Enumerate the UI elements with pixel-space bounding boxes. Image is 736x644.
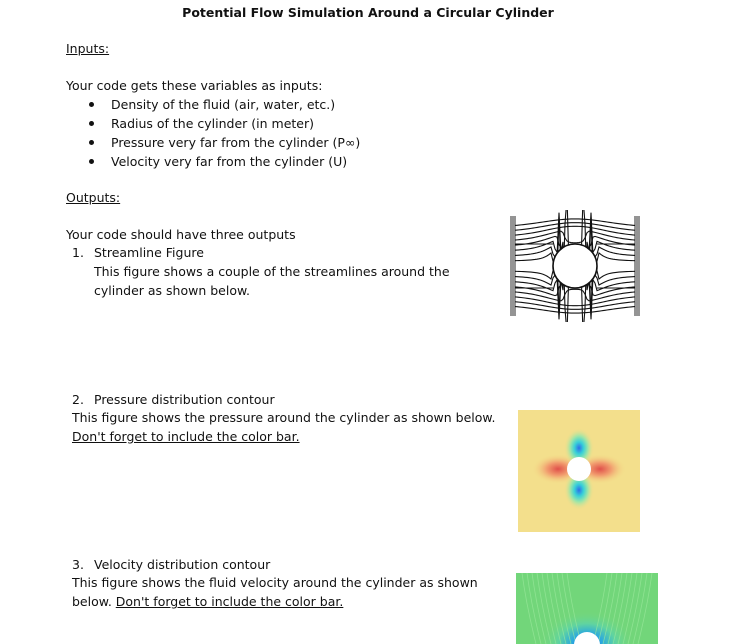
page-title: Potential Flow Simulation Around a Circular Cylinder — [182, 5, 554, 20]
output-2-desc: This figure shows the pressure around the cylinder as shown below. — [72, 410, 496, 425]
output-item-1 — [72, 245, 204, 260]
output-1-desc-line2: cylinder as shown below. — [94, 283, 251, 298]
output-3-note: Don't forget to include the color bar. — [115, 594, 344, 609]
outputs-intro: Your code should have three outputs — [66, 227, 296, 242]
output-3-title: Velocity distribution contour — [94, 557, 271, 572]
output-1-desc-line1: This figure shows a couple of the streamlines around the — [94, 264, 450, 279]
output-3-desc-line2 — [72, 594, 343, 609]
output-3-number: 3. — [72, 557, 84, 572]
velocity-contour-figure — [516, 573, 658, 644]
inputs-heading: Inputs: — [66, 41, 110, 56]
output-item-2 — [72, 392, 275, 407]
output-item-3 — [72, 557, 270, 572]
streamline-figure — [500, 210, 650, 322]
outputs-heading: Outputs: — [66, 190, 121, 205]
output-2-title: Pressure distribution contour — [94, 392, 275, 407]
input-item-velocity: Velocity very far from the cylinder (U) — [84, 152, 360, 171]
cylinder-shape — [553, 244, 597, 288]
output-1-title: Streamline Figure — [94, 245, 204, 260]
inputs-list — [84, 95, 360, 171]
input-item-pressure: Pressure very far from the cylinder (P∞) — [84, 133, 360, 152]
input-item-density: Density of the fluid (air, water, etc.) — [84, 95, 360, 114]
pressure-contour-figure — [518, 410, 640, 532]
output-3-desc-line1: This figure shows the fluid velocity around the cylinder as shown — [72, 575, 478, 590]
inputs-intro: Your code gets these variables as inputs: — [66, 78, 323, 93]
output-2-number: 2. — [72, 392, 84, 407]
output-3-desc-prefix: below. — [72, 594, 116, 609]
input-item-radius: Radius of the cylinder (in meter) — [84, 114, 360, 133]
output-2-note: Don't forget to include the color bar. — [72, 429, 300, 444]
output-1-number: 1. — [72, 245, 84, 260]
